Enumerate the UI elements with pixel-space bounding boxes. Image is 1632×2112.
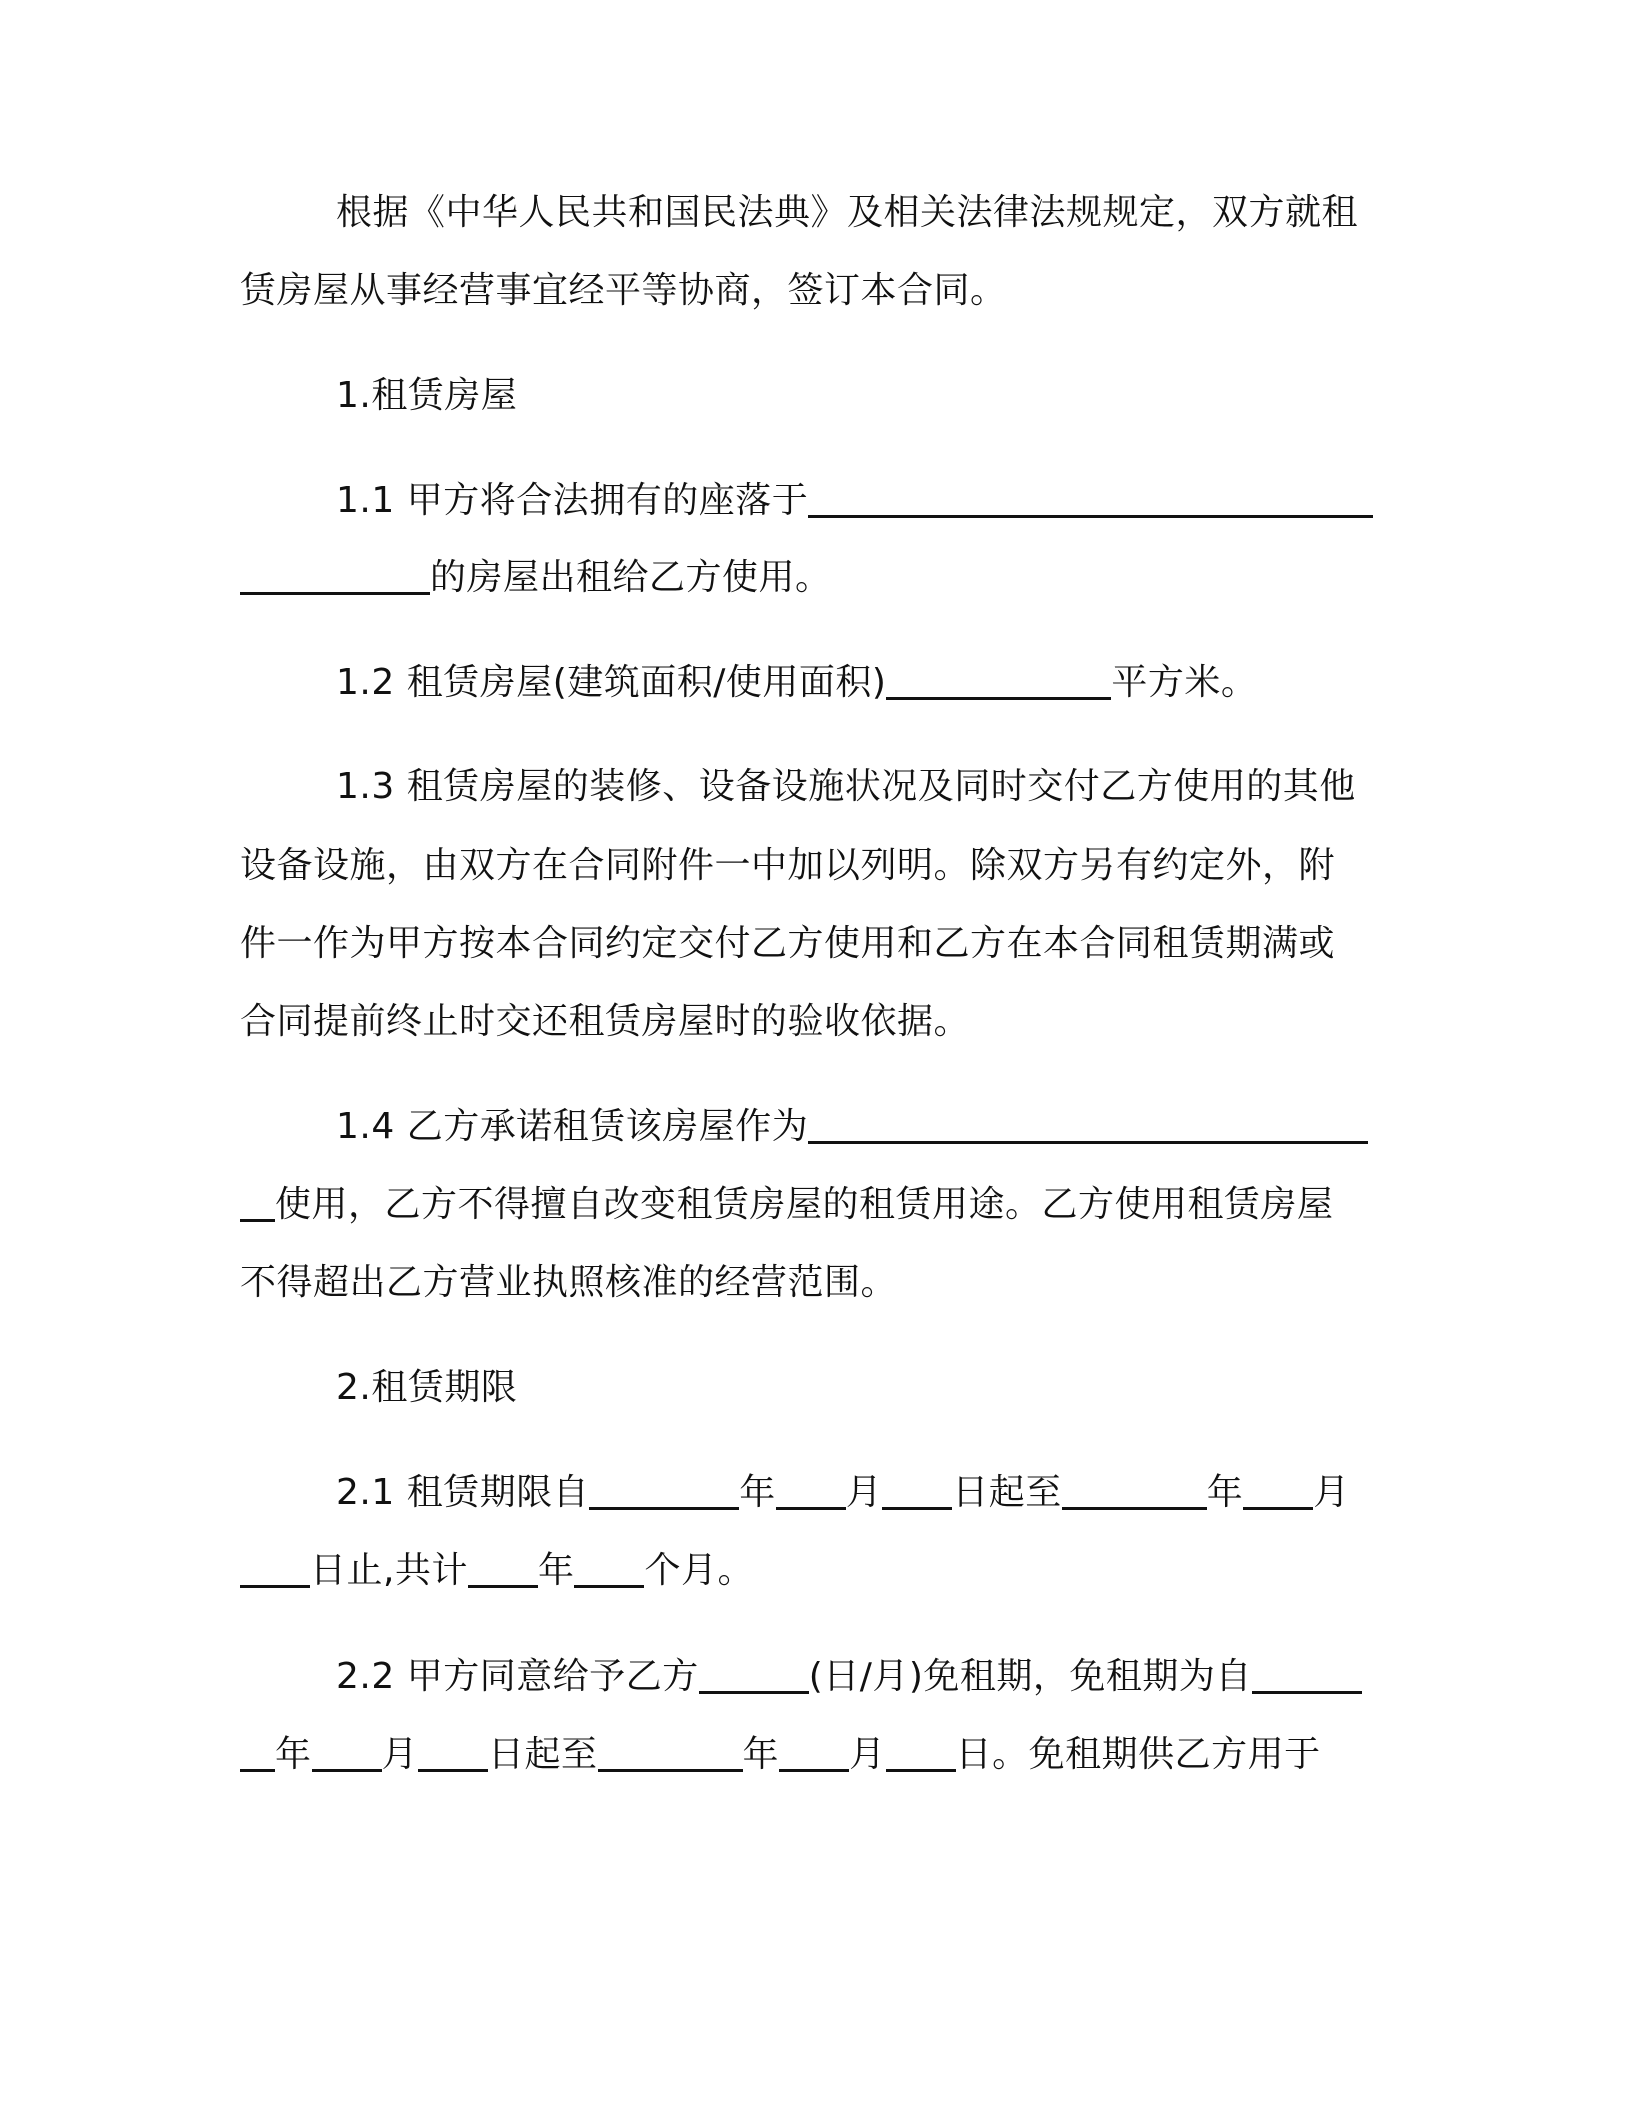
total-years-blank[interactable] — [468, 1547, 538, 1588]
end-month-blank[interactable] — [1243, 1469, 1313, 1510]
clause-1-1-text-2: 的房屋出租给乙方使用。 — [430, 557, 832, 598]
start-month-blank[interactable] — [776, 1469, 846, 1510]
clause-1-4-line-3 — [240, 1256, 1390, 1310]
section-1-heading — [240, 369, 1486, 423]
clause-1-2 — [240, 656, 1486, 710]
clause-1-3-line-3 — [240, 917, 1390, 971]
free-start-year-blank-continued[interactable] — [240, 1731, 275, 1772]
location-blank[interactable] — [808, 477, 1373, 518]
preamble-line-2 — [240, 264, 1390, 318]
section-1-heading-text: 1.租赁房屋 — [336, 375, 518, 416]
clause-1-2-text: 1.2 租赁房屋(建筑面积/使用面积) — [336, 662, 887, 703]
clause-1-1-text: 1.1 甲方将合法拥有的座落于 — [336, 480, 809, 521]
day-from-label: 日起至 — [488, 1734, 598, 1775]
preamble-text-1: 根据《中华人民共和国民法典》及相关法律法规规定，双方就租 — [336, 192, 1359, 233]
year-label: 年 — [739, 1472, 776, 1513]
clause-1-4-line-2 — [240, 1178, 1390, 1232]
preamble-line-1 — [240, 186, 1486, 240]
end-day-blank[interactable] — [240, 1547, 310, 1588]
year-label: 年 — [1206, 1472, 1244, 1513]
clause-1-1-line-2 — [240, 551, 1390, 605]
free-start-year-blank[interactable] — [1252, 1653, 1362, 1694]
clause-1-4-text-1: 1.4 乙方承诺租赁该房屋作为 — [336, 1106, 809, 1147]
clause-2-2-prefix: 2.2 甲方同意给予乙方 — [336, 1656, 699, 1697]
day-until-label: 日止,共计 — [310, 1550, 468, 1591]
clause-1-4-text-2: 使用，乙方不得擅自改变租赁房屋的租赁用途。乙方使用租赁房屋 — [275, 1184, 1334, 1225]
month-label: 月 — [849, 1734, 886, 1775]
clause-1-3-line-4 — [240, 995, 1390, 1049]
clause-2-2-line-1 — [240, 1650, 1486, 1704]
section-2-heading — [240, 1361, 1486, 1415]
month-label: 月 — [381, 1734, 419, 1775]
clause-1-4-line-1 — [240, 1100, 1486, 1154]
month-label: 月 — [1313, 1472, 1350, 1513]
clause-2-2-line-2 — [240, 1728, 1390, 1782]
location-blank-continued[interactable] — [240, 554, 430, 595]
months-total-label: 个月。 — [644, 1550, 754, 1591]
clause-1-1-line-1 — [240, 474, 1486, 528]
free-end-month-blank[interactable] — [779, 1731, 849, 1772]
free-end-year-blank[interactable] — [598, 1731, 743, 1772]
clause-1-3-text-4: 合同提前终止时交还租赁房屋时的验收依据。 — [240, 1001, 971, 1042]
area-blank[interactable] — [886, 659, 1111, 700]
clause-1-4-text-3: 不得超出乙方营业执照核准的经营范围。 — [240, 1262, 898, 1303]
day-from-label: 日起至 — [952, 1472, 1062, 1513]
section-2-heading-text: 2.租赁期限 — [336, 1367, 518, 1408]
clause-2-1-line-2 — [240, 1544, 1390, 1598]
free-end-day-blank[interactable] — [886, 1731, 956, 1772]
purpose-blank-continued[interactable] — [240, 1181, 275, 1222]
total-months-blank[interactable] — [574, 1547, 644, 1588]
free-start-day-blank[interactable] — [418, 1731, 488, 1772]
purpose-blank[interactable] — [808, 1103, 1368, 1144]
clause-1-3-text-2: 设备设施，由双方在合同附件一中加以列明。除双方另有约定外，附 — [240, 845, 1336, 886]
clause-2-1-line-1 — [240, 1466, 1486, 1520]
clause-1-3-line-1 — [240, 760, 1486, 814]
free-period-blank[interactable] — [699, 1653, 809, 1694]
year-label: 年 — [742, 1734, 780, 1775]
preamble-text-2: 赁房屋从事经营事宜经平等协商，签订本合同。 — [240, 270, 1007, 311]
year-label: 年 — [537, 1550, 575, 1591]
clause-2-1-prefix: 2.1 租赁期限自 — [336, 1472, 590, 1513]
start-year-blank[interactable] — [589, 1469, 739, 1510]
day-end-label: 日。免租期供乙方用于 — [955, 1734, 1321, 1775]
free-start-month-blank[interactable] — [312, 1731, 382, 1772]
clause-1-3-line-2 — [240, 839, 1390, 893]
year-label: 年 — [275, 1734, 312, 1775]
clause-1-3-text-3: 件一作为甲方按本合同约定交付乙方使用和乙方在本合同租赁期满或 — [240, 923, 1336, 964]
clause-1-2-unit: 平方米。 — [1111, 662, 1258, 703]
end-year-blank[interactable] — [1062, 1469, 1207, 1510]
clause-1-3-text-1: 1.3 租赁房屋的装修、设备设施状况及同时交付乙方使用的其他 — [336, 766, 1356, 807]
start-day-blank[interactable] — [882, 1469, 952, 1510]
free-period-unit-label: (日/月)免租期，免租期为自 — [808, 1656, 1252, 1697]
month-label: 月 — [845, 1472, 883, 1513]
